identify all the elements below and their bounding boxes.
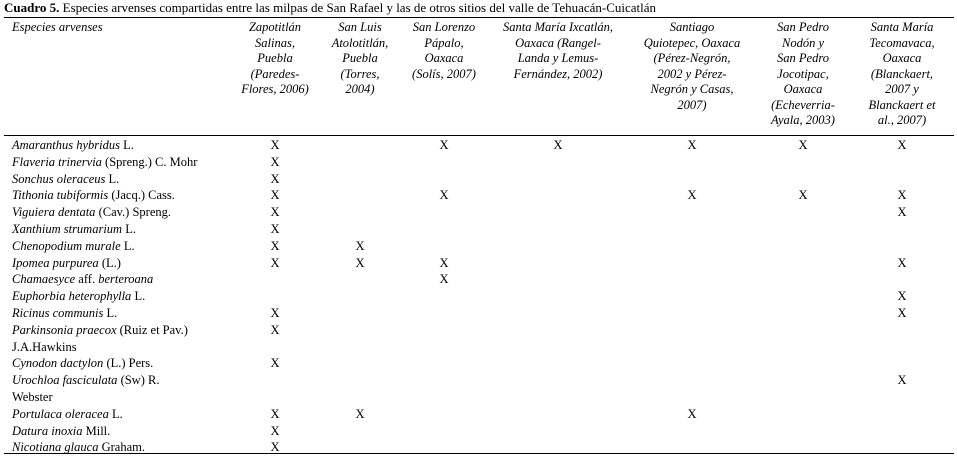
- species-name: [12, 423, 242, 440]
- species-authority: aff.: [75, 272, 99, 287]
- presence-mark: X: [355, 255, 365, 270]
- species-binomial: Chamaesyce: [12, 272, 76, 287]
- presence-mark: X: [439, 255, 449, 270]
- presence-mark: X: [798, 138, 808, 152]
- presence-mark: X: [270, 306, 280, 320]
- species-epithet: berteroana: [98, 272, 154, 287]
- caption-label: Cuadro 5.: [4, 0, 60, 15]
- column-header-7: Santa María Tecomavaca, Oaxaca (Blanckaert, 2007 y Blanckaert et al., 2007): [868, 20, 936, 127]
- presence-mark: X: [270, 356, 280, 371]
- species-name: [12, 288, 242, 305]
- species-authority: (Sw) R. Webster: [12, 373, 160, 404]
- species-authority: L.: [120, 238, 135, 253]
- species-binomial: Viguiera dentata: [12, 205, 96, 220]
- species-name: [12, 171, 242, 188]
- presence-mark: X: [897, 289, 907, 304]
- presence-mark: X: [270, 406, 280, 421]
- table-row: [0, 137, 957, 154]
- species-authority: (Cav.) Spreng.: [95, 205, 171, 220]
- presence-mark: X: [439, 188, 449, 203]
- species-binomial: Flaveria trinervia: [12, 154, 102, 169]
- species-binomial: Portulaca oleracea: [12, 406, 109, 421]
- presence-mark: X: [798, 188, 808, 203]
- table-row: [0, 187, 957, 204]
- species-name: [12, 271, 242, 288]
- table-row: [0, 255, 957, 272]
- species-authority: L.: [131, 289, 146, 304]
- species-name: [12, 255, 242, 272]
- presence-mark: X: [897, 306, 907, 320]
- species-binomial: Xanthium strumarium: [12, 222, 123, 236]
- species-authority: (Jacq.) Cass.: [108, 188, 175, 203]
- header-species: Especies arvenses: [12, 20, 103, 34]
- presence-mark: X: [270, 138, 280, 152]
- presence-mark: X: [270, 205, 280, 220]
- presence-mark: X: [687, 406, 697, 421]
- species-binomial: Cynodon dactylon: [12, 356, 104, 371]
- species-binomial: Parkinsonia praecox: [12, 322, 117, 337]
- column-header-2: San Luis Atolotitlán, Puebla (Torres, 2004): [331, 20, 389, 96]
- column-header-3: San Lorenzo Pápalo, Oaxaca (Solís, 2007): [412, 20, 476, 81]
- presence-mark: X: [270, 255, 280, 270]
- presence-mark: X: [897, 373, 907, 388]
- column-header-5: Santiago Quiotepec, Oaxaca (Pérez-Negrón, 2002 y Pérez- Negrón y Casas, 2007): [643, 20, 741, 112]
- species-name: [12, 305, 242, 322]
- presence-mark: X: [270, 322, 280, 337]
- presence-mark: X: [553, 138, 563, 152]
- table-row: [0, 204, 957, 221]
- species-binomial: Urochloa fasciculata: [12, 373, 118, 388]
- table-row: [0, 288, 957, 305]
- presence-mark: X: [355, 238, 365, 253]
- table-bottom-rule: [4, 453, 954, 454]
- table-caption: [4, 0, 954, 15]
- species-name: [12, 187, 242, 204]
- presence-mark: X: [270, 188, 280, 203]
- presence-mark: X: [270, 423, 280, 438]
- species-authority: (Ruiz et Pav.) J.A.Hawkins: [12, 322, 188, 354]
- column-header-4: Santa María Ixcatlán, Oaxaca (Rangel- Landa y Lemus- Fernández, 2002): [502, 20, 614, 81]
- table-row: [0, 221, 957, 238]
- species-name: [12, 238, 242, 255]
- species-authority: (L.) Pers.: [103, 356, 154, 371]
- table-row: [0, 322, 957, 356]
- species-authority: L.: [105, 171, 120, 186]
- species-binomial: Amaranthus hybridus: [12, 138, 120, 152]
- species-name: [12, 137, 242, 154]
- presence-mark: X: [897, 205, 907, 220]
- species-binomial: Datura inoxia: [12, 423, 83, 438]
- species-binomial: Ricinus communis: [12, 306, 104, 320]
- table-row: [0, 305, 957, 322]
- table-row: [0, 406, 957, 423]
- column-header-6: San Pedro Nodón y San Pedro Jocotipac, Oaxaca (Echeverria- Ayala, 2003): [771, 20, 835, 127]
- presence-mark: X: [270, 222, 280, 236]
- presence-mark: X: [355, 406, 365, 421]
- species-binomial: Tithonia tubiformis: [12, 188, 109, 203]
- species-name: [12, 355, 242, 372]
- presence-mark: X: [897, 255, 907, 270]
- species-binomial: Chenopodium murale: [12, 238, 121, 253]
- table-row: [0, 355, 957, 372]
- species-name: [12, 154, 242, 171]
- presence-mark: X: [687, 138, 697, 152]
- species-authority: (L.): [98, 255, 121, 270]
- species-binomial: Ipomea purpurea: [12, 255, 99, 270]
- presence-mark: X: [439, 138, 449, 152]
- column-header-1: Zapotitlán Salinas, Puebla (Paredes- Flores, 2006): [241, 20, 309, 96]
- presence-mark: X: [270, 440, 280, 455]
- species-name: [12, 372, 242, 406]
- species-binomial: Sonchus oleraceus: [12, 171, 106, 186]
- species-name: [12, 322, 242, 356]
- table-row: [0, 154, 957, 171]
- table-row: [0, 238, 957, 255]
- species-authority: L.: [108, 406, 123, 421]
- header-rule: [4, 135, 954, 136]
- species-authority: L.: [122, 222, 136, 236]
- species-name: [12, 221, 242, 238]
- caption-text: Especies arvenses compartidas entre las milpas de San Rafael y las de otros sitios del valle de Tehuacán-Cuicatlán: [59, 0, 657, 15]
- table-row: [0, 271, 957, 288]
- table-row: [0, 372, 957, 406]
- presence-mark: X: [270, 154, 280, 169]
- table-top-rule: [4, 17, 954, 18]
- presence-mark: X: [270, 238, 280, 253]
- presence-mark: X: [687, 188, 697, 203]
- presence-mark: X: [897, 188, 907, 203]
- species-binomial: Euphorbia heterophylla: [12, 289, 132, 304]
- species-authority: Mill.: [82, 423, 111, 438]
- species-name: [12, 406, 242, 423]
- table-row: [0, 171, 957, 188]
- table-row: [0, 423, 957, 440]
- species-authority: (Spreng.) C. Mohr: [101, 154, 198, 169]
- presence-mark: X: [270, 171, 280, 186]
- species-authority: L.: [103, 306, 118, 320]
- species-name: [12, 204, 242, 221]
- presence-mark: X: [897, 138, 907, 152]
- species-binomial: Nicotiana glauca: [12, 440, 99, 455]
- species-authority: L.: [120, 138, 134, 152]
- presence-mark: X: [439, 272, 449, 287]
- species-authority: Graham.: [98, 440, 145, 455]
